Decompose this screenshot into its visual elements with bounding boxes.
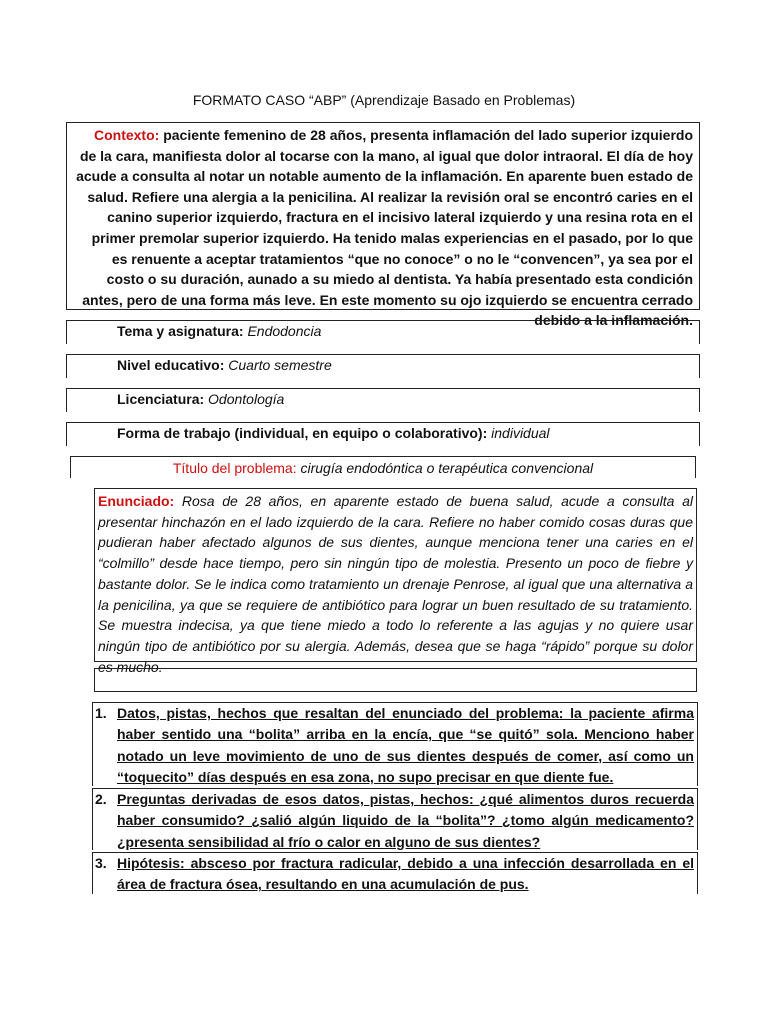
work-mode-value: individual xyxy=(491,425,550,441)
list-item-number: 2. xyxy=(95,791,107,807)
list-item xyxy=(92,852,698,894)
empty-box xyxy=(94,668,697,692)
context-text: paciente femenino de 28 años, presenta inflamación del lado superior izquierdo de la cara, manifiesta dolor al tocarse con la mano, al igual que dolor intraoral. El día de hoy acude a consulta al notar un notable aumento de la inflamación. En aparente buen estado de salud. Refiere una alergia a la penicilina. Al realizar la revisión oral se encontró caries en el canino superior izquierdo, fractura en el incisivo lateral izquierdo y una resina rota en el primer premolar superior izquierdo. Ha tenido malas experiencias en el pasado, por lo que es renuente a aceptar tratamientos “que no conoce” o no le “convencen”, ya sea por el costo o su duración, aunado a su miedo al dentista. Ya había presentado esta condición antes, pero de una forma más leve. En este momento su ojo izquierdo se encuentra cerrado debido a la inflamación. xyxy=(76,127,693,329)
work-mode-row xyxy=(66,422,700,446)
subject-row xyxy=(66,320,700,344)
page-title: FORMATO CASO “ABP” (Aprendizaje Basado en Problemas) xyxy=(192,92,576,108)
list-item xyxy=(92,702,698,786)
subject-label: Tema y asignatura: xyxy=(117,323,244,339)
list-item-number: 1. xyxy=(95,705,107,721)
list-item xyxy=(92,788,698,850)
list-item-text: Hipótesis: absceso por fractura radicular, debido a una infección desarrollada en el área de fractura ósea, resultando en una acumulación de pus. xyxy=(117,855,694,893)
problem-title-value: cirugía endodóntica o terapéutica convencional xyxy=(300,460,594,476)
degree-label: Licenciatura: xyxy=(117,391,205,407)
problem-title-row xyxy=(70,456,696,478)
level-value: Cuarto semestre xyxy=(228,357,332,373)
subject-value: Endodoncia xyxy=(247,323,322,339)
statement-text: Rosa de 28 años, en aparente estado de buena salud, acude a consulta al presentar hinchazón en el lado izquierdo de la cara. Refiere no haber comido cosas duras que pudieran haber afectado algunos de sus dientes, aunque menciona tener una caries en el “colmillo” desde hace tiempo, pero sin ningún tipo de molestia. Presento un poco de fiebre y bastante dolor. Se le indica como tratamiento un drenaje Penrose, al igual que una alternativa a la penicilina, ya que se requiere de antibiótico para lograr un buen resultado de su tratamiento. Se muestra indecisa, ya que tiene miedo a todo lo referente a las agujas y no quiere usar ningún tipo de antibiótico por su alergia. Además, desea que se haga “rápido” porque su dolor es mucho. xyxy=(98,493,694,675)
problem-title-label: Título del problema: xyxy=(172,460,297,476)
degree-row xyxy=(66,388,700,412)
list-item-text: Datos, pistas, hechos que resaltan del enunciado del problema: la paciente afirma haber sentido una “bolita” arriba en la encía, que “se quitó” sola. Menciono haber notado un leve movimiento de uno de sus dientes después de comer, así como un “toquecito” días después en esa zona, no supo precisar en que diente fue. xyxy=(117,705,694,785)
context-label: Contexto: xyxy=(93,127,160,143)
level-row xyxy=(66,354,700,378)
degree-value: Odontología xyxy=(208,391,285,407)
work-mode-label: Forma de trabajo (individual, en equipo o colaborativo): xyxy=(117,425,488,441)
list-item-number: 3. xyxy=(95,855,107,871)
context-section xyxy=(66,122,700,329)
statement-label: Enunciado: xyxy=(98,493,175,509)
list-item-text: Preguntas derivadas de esos datos, pistas, hechos: ¿qué alimentos duros recuerda haber consumido? ¿salió algún liquido de la “bolita”? ¿tomo algún medicamento? ¿presenta sensibilidad al frío o calor en alguno de sus dientes? xyxy=(117,791,694,850)
statement-section xyxy=(94,488,697,675)
level-label: Nivel educativo: xyxy=(117,357,225,373)
